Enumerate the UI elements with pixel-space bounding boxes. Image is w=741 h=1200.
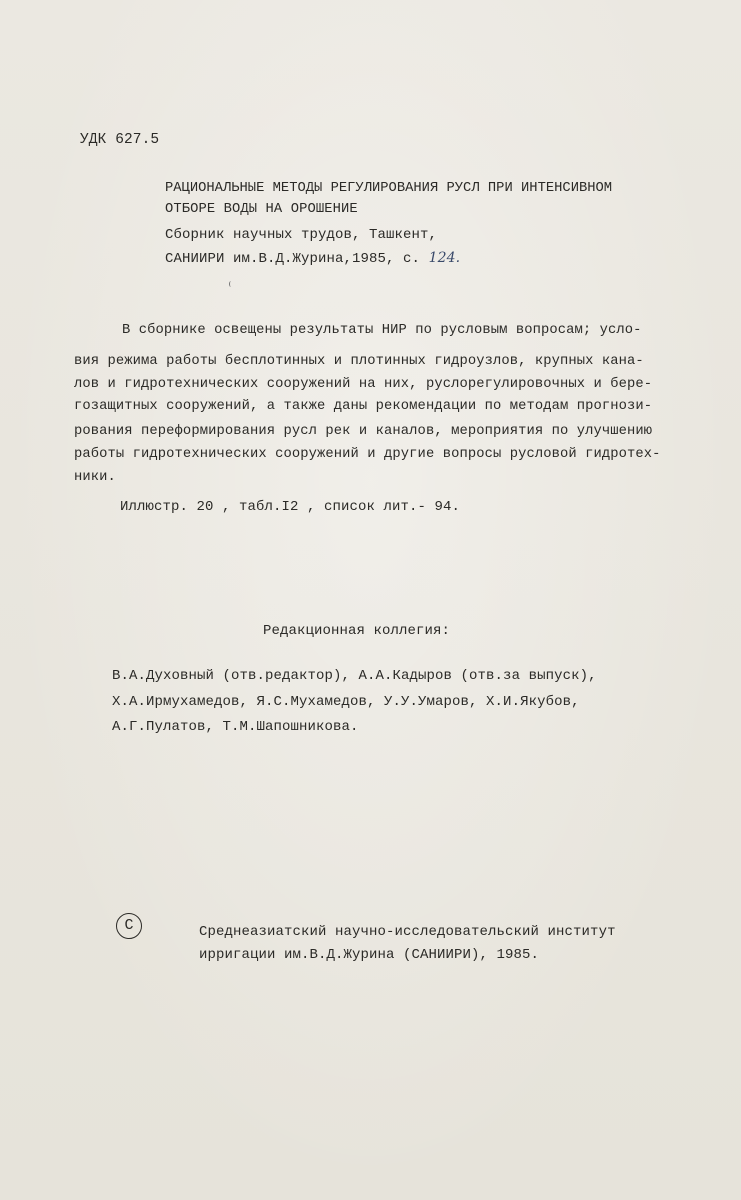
editorial-members-line-1: В.А.Духовный (отв.редактор), А.А.Кадыров (отв.за выпуск),	[112, 668, 597, 684]
publisher-text: САНИИРИ им.В.Д.Журина,1985, с.	[165, 251, 421, 267]
abstract-line-6: работы гидротехнических сооружений и другие вопросы русловой гидротех-	[74, 447, 661, 462]
abstract-line-3: лов и гидротехнических сооружений на них, руслорегулировочных и бере-	[74, 377, 653, 392]
handwritten-page-count: 124.	[428, 250, 461, 266]
title-line-1: РАЦИОНАЛЬНЫЕ МЕТОДЫ РЕГУЛИРОВАНИЯ РУСЛ ПРИ ИНТЕНСИВНОМ	[165, 181, 613, 196]
editorial-board-title: Редакционная коллегия:	[263, 623, 451, 639]
abstract-line-2: вия режима работы бесплотинных и плотинных гидроузлов, крупных кана-	[74, 354, 644, 369]
copyright-line-1: Среднеазиатский научно-исследовательский институт	[199, 924, 616, 940]
abstract-line-5: рования переформирования русл рек и каналов, мероприятия по улучшению	[74, 424, 653, 439]
editorial-members-line-3: А.Г.Пулатов, Т.М.Шапошникова.	[112, 719, 359, 735]
editorial-members-line-2: Х.А.Ирмухамедов, Я.С.Мухамедов, У.У.Умаров, Х.И.Якубов,	[112, 694, 580, 710]
abstract-line-1: В сборнике освещены результаты НИР по русловым вопросам; усло-	[122, 323, 642, 338]
abstract-line-4: гозащитных сооружений, а также даны рекомендации по методам прогнози-	[74, 399, 653, 414]
paper-speck	[229, 281, 233, 287]
title-line-2: ОТБОРЕ ВОДЫ НА ОРОШЕНИЕ	[165, 202, 358, 217]
collection-line: Сборник научных трудов, Ташкент,	[165, 227, 438, 243]
copyright-icon: C	[116, 913, 142, 939]
publisher-line	[165, 249, 460, 268]
abstract-line-7: ники.	[74, 470, 116, 485]
udk-code: УДК 627.5	[80, 132, 160, 148]
illustrations-count: Иллюстр. 20 , табл.I2 , список лит.- 94.	[120, 499, 461, 515]
copyright-line-2: ирригации им.В.Д.Журина (САНИИРИ), 1985.	[199, 947, 540, 963]
